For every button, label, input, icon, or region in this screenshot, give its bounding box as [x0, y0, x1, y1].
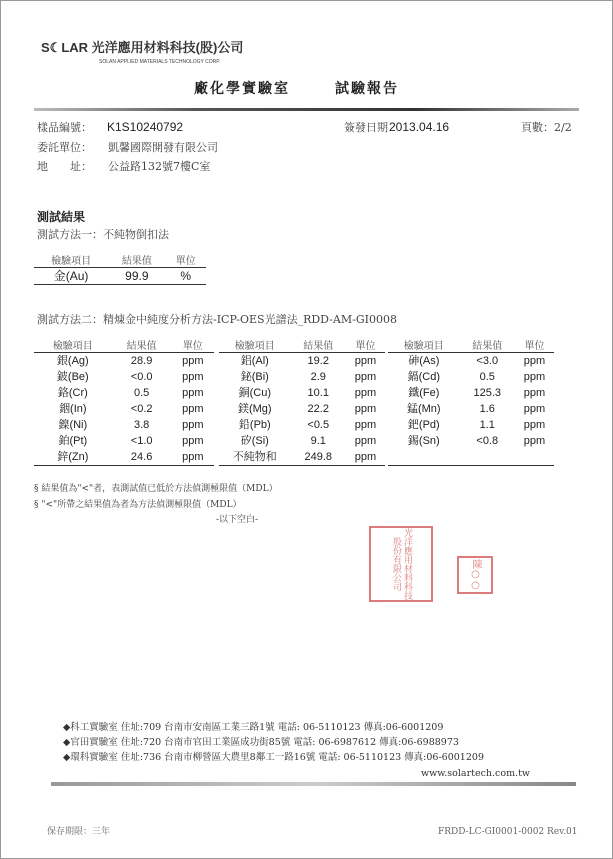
table-row [219, 353, 385, 370]
table-cell: ppm [354, 403, 377, 415]
table-row [219, 417, 385, 433]
table-cell: ppm [182, 419, 204, 431]
report-title: 試驗報告 [335, 81, 399, 97]
retention-period: 保存期限：三年 [47, 827, 111, 837]
empty-cell [460, 449, 515, 466]
results-heading: 測試結果 [37, 210, 86, 224]
table-cell: ppm [182, 355, 204, 367]
table-cell: % [180, 269, 192, 283]
address-label: 地 址： [37, 160, 92, 173]
table-row [219, 369, 385, 385]
table-cell: 不純物和 [232, 451, 277, 463]
table-row [34, 369, 214, 385]
page-number: 2/2 [554, 121, 572, 134]
table-cell: 鈹(Be) [56, 371, 89, 383]
table-cell: 2.9 [310, 371, 326, 383]
table-cell: 0.5 [133, 387, 150, 399]
table-cell: ppm [182, 403, 204, 415]
table-row [388, 449, 554, 466]
date-label: 簽發日期 [344, 121, 388, 134]
table-cell: 3.8 [133, 419, 150, 431]
table-cell: 249.8 [304, 451, 333, 463]
table-cell: ppm [354, 451, 377, 463]
table-cell: ppm [523, 387, 546, 399]
table-cell: 鈀(Pd) [407, 419, 440, 431]
table-cell: <0.5 [307, 419, 330, 431]
table-cell: 19.2 [307, 355, 329, 367]
form-number: FRDD-LC-GI0001-0002 Rev.01 [438, 827, 578, 837]
method1-table [34, 252, 206, 285]
table-cell: ppm [523, 371, 546, 383]
table-cell: 銦(In) [59, 403, 87, 415]
table-cell: ppm [523, 419, 546, 431]
column-header: 單位 [172, 337, 214, 353]
table-row [34, 353, 214, 370]
table-cell: 銅(Cu) [238, 387, 271, 399]
lab-address-2: ◆官田實驗室 住址:720 台南市官田工業區成功街85號 電話: 06-6987612 傳真:06-6988973 [63, 737, 459, 748]
table-cell: 錫(Sn) [407, 435, 440, 447]
method2-table [34, 337, 214, 466]
table-cell: ppm [182, 435, 204, 447]
column-header: 單位 [515, 337, 554, 353]
table-cell: 鋅(Zn) [57, 451, 89, 463]
table-row [388, 401, 554, 417]
column-header: 檢驗項目 [34, 337, 112, 353]
table-row [219, 433, 385, 449]
personal-seal: 陳○○ [457, 556, 493, 594]
table-cell: 鉻(Cr) [57, 387, 88, 399]
table-row [219, 385, 385, 401]
table-cell: 22.2 [307, 403, 329, 415]
column-header: 結果值 [108, 252, 165, 268]
table-cell: 銀(Ag) [56, 355, 89, 367]
table-row [34, 268, 206, 285]
table-cell: ppm [354, 435, 377, 447]
table-row [388, 417, 554, 433]
address: 公益路132號7樓C室 [108, 160, 211, 173]
table-cell: 28.9 [130, 355, 153, 367]
method2-table [388, 337, 554, 466]
column-header: 檢驗項目 [388, 337, 460, 353]
column-header: 結果值 [291, 337, 346, 353]
table-cell: 錳(Mn) [406, 403, 441, 415]
company-seal: 光洋應用材料科技股份有限公司 [369, 526, 433, 602]
table-cell: <0.2 [130, 403, 153, 415]
sample-no: K1S10240792 [107, 120, 184, 134]
column-header: 檢驗項目 [34, 252, 108, 268]
table-row [34, 385, 214, 401]
table-cell: 鋁(Al) [240, 355, 269, 367]
table-cell: 砷(As) [408, 355, 440, 367]
footer-divider [51, 782, 576, 786]
table-cell: 鎂(Mg) [237, 403, 272, 415]
header-divider [34, 108, 579, 111]
table-row [34, 401, 214, 417]
table-cell: ppm [354, 387, 377, 399]
table-cell: ppm [523, 355, 546, 367]
table-cell: ppm [182, 371, 204, 383]
column-header: 單位 [346, 337, 385, 353]
table-row [388, 385, 554, 401]
table-cell: 矽(Si) [240, 435, 269, 447]
sample-label: 樣品編號： [37, 121, 92, 134]
table-cell: ppm [523, 403, 546, 415]
method2-title: 測試方法二：精煉金中純度分析方法-ICP-OES光譜法_RDD-AM-GI0008 [37, 313, 397, 326]
table-row [219, 449, 385, 466]
column-header: 結果值 [460, 337, 515, 353]
table-cell: 1.1 [479, 419, 495, 431]
table-cell: ppm [354, 355, 377, 367]
issue-date: 2013.04.16 [389, 120, 450, 134]
table-cell: ppm [354, 419, 377, 431]
table-cell: <1.0 [130, 435, 153, 447]
table-cell: 1.6 [479, 403, 495, 415]
lab-title: 廠化學實驗室 [194, 81, 290, 97]
table-cell: ppm [354, 371, 377, 383]
website-link[interactable]: www.solartech.com.tw [421, 768, 531, 779]
table-cell: 鉛(Pb) [238, 419, 271, 431]
table-cell: ppm [182, 387, 204, 399]
table-cell: <0.8 [476, 435, 499, 447]
table-cell: 金(Au) [53, 269, 89, 283]
blank-marker: -以下空白- [216, 515, 259, 525]
table-row [388, 433, 554, 449]
column-header: 結果值 [112, 337, 172, 353]
table-cell: 鉍(Bi) [240, 371, 269, 383]
page-label: 頁數：2/2 [521, 121, 572, 134]
table-cell: 鎳(Ni) [58, 419, 88, 431]
table-cell: <3.0 [476, 355, 499, 367]
method2-table [219, 337, 385, 466]
column-header: 檢驗項目 [219, 337, 291, 353]
client: 凱馨國際開發有限公司 [108, 141, 218, 154]
table-cell: 鐵(Fe) [408, 387, 440, 399]
table-cell: 鎘(Cd) [407, 371, 440, 383]
table-row [219, 401, 385, 417]
company-name-en: SOLAN APPLIED MATERIALS TECHNOLOGY CORP. [99, 59, 221, 65]
table-row [34, 433, 214, 449]
table-row [388, 353, 554, 370]
table-cell: 125.3 [473, 387, 502, 399]
table-cell: ppm [182, 451, 204, 463]
method1-title: 測試方法一：不純物倒扣法 [37, 228, 169, 241]
table-cell: 10.1 [307, 387, 329, 399]
table-cell: 0.5 [479, 371, 495, 383]
table-cell: 9.1 [310, 435, 326, 447]
table-cell: 99.9 [125, 269, 149, 283]
note-1: § 結果值為"<"者，表測試值已低於方法偵測極限值（MDL） [34, 484, 278, 494]
column-header: 單位 [166, 252, 206, 268]
lab-address-3: ◆環科實驗室 住址:736 台南市柳營區大農里8鄰工一路16號 電話: 06-5110123 傳真:06-6001209 [63, 752, 484, 763]
note-2: § "<"所帶之結果值為者為方法偵測極限值（MDL） [34, 500, 242, 510]
empty-cell [388, 449, 460, 466]
table-row [34, 449, 214, 466]
table-cell: <0.0 [130, 371, 153, 383]
table-row [34, 417, 214, 433]
company-logo: S☾LAR 光洋應用材料科技(股)公司 [41, 40, 244, 55]
table-row [388, 369, 554, 385]
lab-address-1: ◆科工實驗室 住址:709 台南市安南區工業三路1號 電話: 06-5110123 傳真:06-6001209 [63, 722, 444, 733]
client-label: 委託單位： [37, 141, 92, 154]
table-cell: ppm [523, 435, 546, 447]
table-cell: 鉑(Pt) [58, 435, 88, 447]
empty-cell [515, 449, 554, 466]
table-cell: 24.6 [130, 451, 153, 463]
